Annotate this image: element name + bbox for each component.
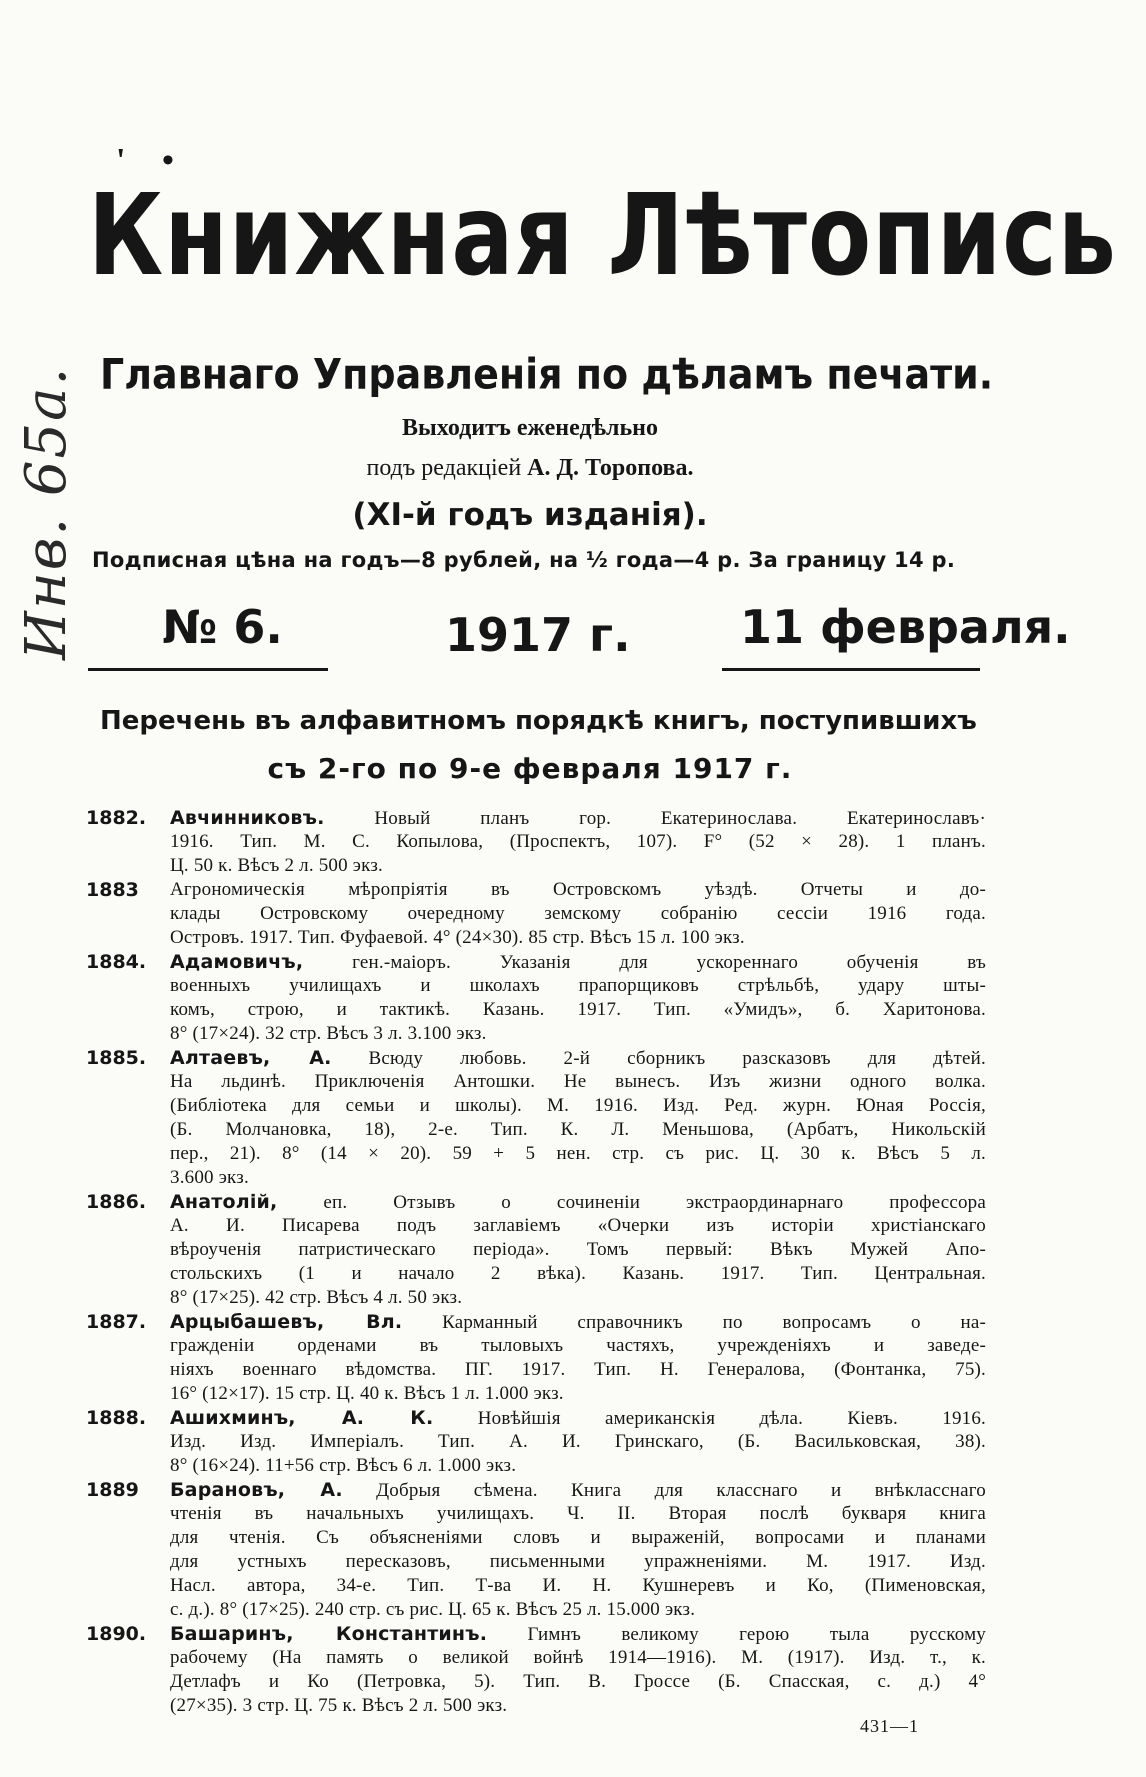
journal-title: Книжная Лѣтопись (88, 170, 1117, 301)
entry-number: 1883 (86, 879, 139, 901)
entry-text-line (170, 1214, 986, 1238)
entry-text: клады Островскому очередному земскому собранію сессіи 1916 года. (170, 903, 986, 924)
entry-text: для чтенія. Съ объясненіями словъ и выраженій, вопросами и планами (170, 1527, 986, 1548)
section-period: съ 2-го по 9-е февраля 1917 г. (267, 752, 793, 785)
entry-text: 8° (17×25). 42 стр. Вѣсъ 4 л. 50 экз. (170, 1287, 463, 1308)
entry-text-line (170, 1646, 986, 1670)
entry-text: 16° (12×17). 15 стр. Ц. 40 к. Вѣсъ 1 л. 1.000 экз. (170, 1383, 564, 1404)
entry-text-line (170, 1046, 986, 1070)
section-heading: Перечень въ алфавитномъ порядкѣ книгъ, поступившихъ (100, 706, 977, 736)
entry-text: 3.600 экз. (170, 1167, 249, 1188)
entry-author: Башаринъ, Константинъ. (170, 1623, 488, 1645)
entry-number: 1886. (86, 1191, 147, 1213)
entry-text-line (170, 1070, 986, 1094)
entry-number: 1884. (86, 951, 147, 973)
page-number: 431—1 (860, 1716, 919, 1736)
bibliography-entry (86, 950, 986, 1046)
entry-author: Алтаевъ, А. (170, 1047, 332, 1069)
bibliography-entry (86, 806, 986, 878)
entry-text-line (170, 806, 986, 830)
entry-text: чтенія въ начальныхъ училищахъ. Ч. II. Вторая послѣ букваря книга (170, 1503, 986, 1524)
entry-text-line (170, 1118, 986, 1142)
entry-number: 1890. (86, 1623, 147, 1645)
entry-number: 1889 (86, 1479, 139, 1501)
publication-frequency: Выходитъ еженедѣльно (402, 415, 658, 441)
issue-year: 1917 г. (445, 608, 631, 662)
entry-text: ген.-маіоръ. Указанія для ускореннаго обученія въ (352, 952, 986, 973)
entry-text: рабочему (На память о великой войнѣ 1914—1916). М. (1917). Изд. т., к. (170, 1647, 986, 1668)
entry-text: (27×35). 3 стр. Ц. 75 к. Вѣсъ 2 л. 500 экз. (170, 1695, 508, 1716)
subscription-price: Подписная цѣна на годъ—8 рублей, на ½ года—4 р. За границу 14 р. (92, 548, 956, 572)
entry-text: комъ, строю, и тактикѣ. Казань. 1917. Тип. «Умидъ», б. Харитонова. (170, 999, 986, 1020)
entry-text: 1916. Тип. М. С. Копылова, (Проспектъ, 107). F° (52 × 28). 1 планъ. (170, 831, 986, 852)
entry-text-line (170, 1670, 986, 1694)
entry-text-line (170, 830, 986, 854)
entry-text-line (170, 1286, 986, 1310)
entry-text: Новый планъ гор. Екатеринослава. Екатеринославъ· (374, 808, 986, 829)
entry-text-line (170, 1406, 986, 1430)
margin-inventory-note: Инв. 65а. (14, 365, 79, 660)
entry-text-line (170, 1430, 986, 1454)
divider-right (722, 668, 980, 671)
entry-text-line (170, 1694, 986, 1718)
entry-number: 1882. (86, 807, 147, 829)
entry-text: Изд. Изд. Имперіалъ. Тип. А. И. Гринскаго, (Б. Васильковская, 38). (170, 1431, 986, 1452)
entry-number: 1885. (86, 1047, 147, 1069)
entry-text-line (170, 1598, 986, 1622)
entry-number: 1888. (86, 1407, 147, 1429)
entry-text: вѣроученія патристическаго періода». Томъ первый: Вѣкъ Мужей Апо- (170, 1239, 986, 1260)
entry-text: пер., 21). 8° (14 × 20). 59 + 5 нен. стр. съ рис. Ц. 30 к. Вѣсъ 5 л. (170, 1143, 986, 1164)
entry-text: (Библіотека для семьи и школы). М. 1916. Изд. Ред. журн. Юная Россія, (170, 1095, 986, 1116)
editor-prefix: подъ редакціей (366, 455, 522, 481)
entry-text-line (170, 878, 986, 902)
entry-text-line (170, 1574, 986, 1598)
entry-text: еп. Отзывъ о сочиненіи экстраординарнаго профессора (323, 1192, 986, 1213)
editor-line (100, 455, 960, 482)
entry-text: гражденіи орденами въ тыловыхъ частяхъ, учрежденіяхъ и заведе- (170, 1335, 986, 1356)
entry-text-line (170, 998, 986, 1022)
entry-text-line (170, 1190, 986, 1214)
entry-text-line (170, 1310, 986, 1334)
entry-text-line (170, 1238, 986, 1262)
entry-author: Ашихминъ, А. К. (170, 1407, 434, 1429)
bibliography-entry (86, 1622, 986, 1718)
journal-subtitle: Главнаго Управленія по дѣламъ печати. (100, 350, 994, 399)
entry-text: Островъ. 1917. Тип. Фуфаевой. 4° (24×30). 85 стр. Вѣсъ 15 л. 100 экз. (170, 927, 745, 948)
entry-text-line (170, 854, 986, 878)
entry-text: 8° (16×24). 11+56 стр. Вѣсъ 6 л. 1.000 экз. (170, 1455, 517, 1476)
year-of-publication: (XI-й годъ изданія). (352, 497, 708, 533)
entry-text: для устныхъ пересказовъ, письменными упражненіями. М. 1917. Изд. (170, 1551, 986, 1572)
entry-text-line (170, 1478, 986, 1502)
entry-text-line (170, 1262, 986, 1286)
entry-text: На льдинѣ. Приключенія Антошки. Не вынесъ. Изъ жизни одного волка. (170, 1071, 986, 1092)
entry-text: Добрыя сѣмена. Книга для класснаго и внѣкласснаго (376, 1480, 986, 1501)
entry-text: 8° (17×24). 32 стр. Вѣсъ 3 л. 3.100 экз. (170, 1023, 487, 1044)
entry-text-line (170, 974, 986, 998)
entry-text-line (170, 926, 986, 950)
entry-text: Детлафъ и Ко (Петровка, 5). Тип. В. Гроссе (Б. Спасская, с. д.) 4° (170, 1671, 986, 1692)
bibliography-entry (86, 1190, 986, 1310)
entry-text: Карманный справочникъ по вопросамъ о на- (442, 1312, 986, 1333)
entry-author: Авчинниковъ. (170, 807, 325, 829)
entry-text: стольскихъ (1 и начало 2 вѣка). Казань. 1917. Тип. Центральная. (170, 1263, 986, 1284)
entry-text: А. И. Писарева подъ заглавіемъ «Очерки изъ исторіи христіанскаго (170, 1215, 986, 1236)
issue-number: № 6. (162, 600, 283, 654)
editor-name: А. Д. Торопова. (527, 455, 694, 481)
entry-text-line (170, 1142, 986, 1166)
issue-date: 11 февраля. (740, 600, 1071, 654)
entry-text: (Б. Молчановка, 18), 2-е. Тип. К. Л. Меньшова, (Арбатъ, Никольскій (170, 1119, 986, 1140)
entry-author: Арцыбашевъ, Вл. (170, 1311, 403, 1333)
entry-text: Гимнъ великому герою тыла русскому (527, 1624, 986, 1645)
entry-text-line (170, 950, 986, 974)
entry-text: Насл. автора, 34-е. Тип. Т-ва И. Н. Кушнеревъ и Ко, (Пименовская, (170, 1575, 986, 1596)
entry-text-line (170, 1622, 986, 1646)
entry-text: Ц. 50 к. Вѣсъ 2 л. 500 экз. (170, 855, 383, 876)
entry-author: Анатолій, (170, 1191, 278, 1213)
entry-text-line (170, 1094, 986, 1118)
bibliography-entry (86, 878, 986, 950)
entry-text-line (170, 1334, 986, 1358)
entry-text: Всюду любовь. 2-й сборникъ разсказовъ для дѣтей. (368, 1048, 986, 1069)
entry-text-line (170, 1502, 986, 1526)
bibliography-entry (86, 1406, 986, 1478)
bibliography-entry (86, 1478, 986, 1622)
bibliography-entry (86, 1046, 986, 1190)
entry-number: 1887. (86, 1311, 147, 1333)
entry-text: ніяхъ военнаго вѣдомства. ПГ. 1917. Тип. Н. Генералова, (Фонтанка, 75). (170, 1359, 986, 1380)
ornament-dots: ' • (116, 142, 188, 179)
entry-author: Адамовичъ, (170, 951, 304, 973)
bibliography-entry (86, 1310, 986, 1406)
entry-text: Агрономическія мѣропріятія въ Островскомъ уѣздѣ. Отчеты и до- (170, 879, 986, 900)
entry-text-line (170, 1022, 986, 1046)
entry-text-line (170, 1358, 986, 1382)
entry-author: Барановъ, А. (170, 1479, 343, 1501)
entry-text-line (170, 902, 986, 926)
entry-text: Новѣйшія американскія дѣла. Кіевъ. 1916. (477, 1408, 986, 1429)
divider-left (88, 668, 328, 671)
entry-text-line (170, 1382, 986, 1406)
entry-text-line (170, 1454, 986, 1478)
entry-text: военныхъ училищахъ и школахъ прапорщиковъ стрѣльбѣ, удару шты- (170, 975, 986, 996)
entry-text-line (170, 1550, 986, 1574)
entry-text: с. д.). 8° (17×25). 240 стр. съ рис. Ц. 65 к. Вѣсъ 25 л. 15.000 экз. (170, 1599, 696, 1620)
entry-text-line (170, 1526, 986, 1550)
entry-text-line (170, 1166, 986, 1190)
bibliography-list (86, 806, 986, 1718)
